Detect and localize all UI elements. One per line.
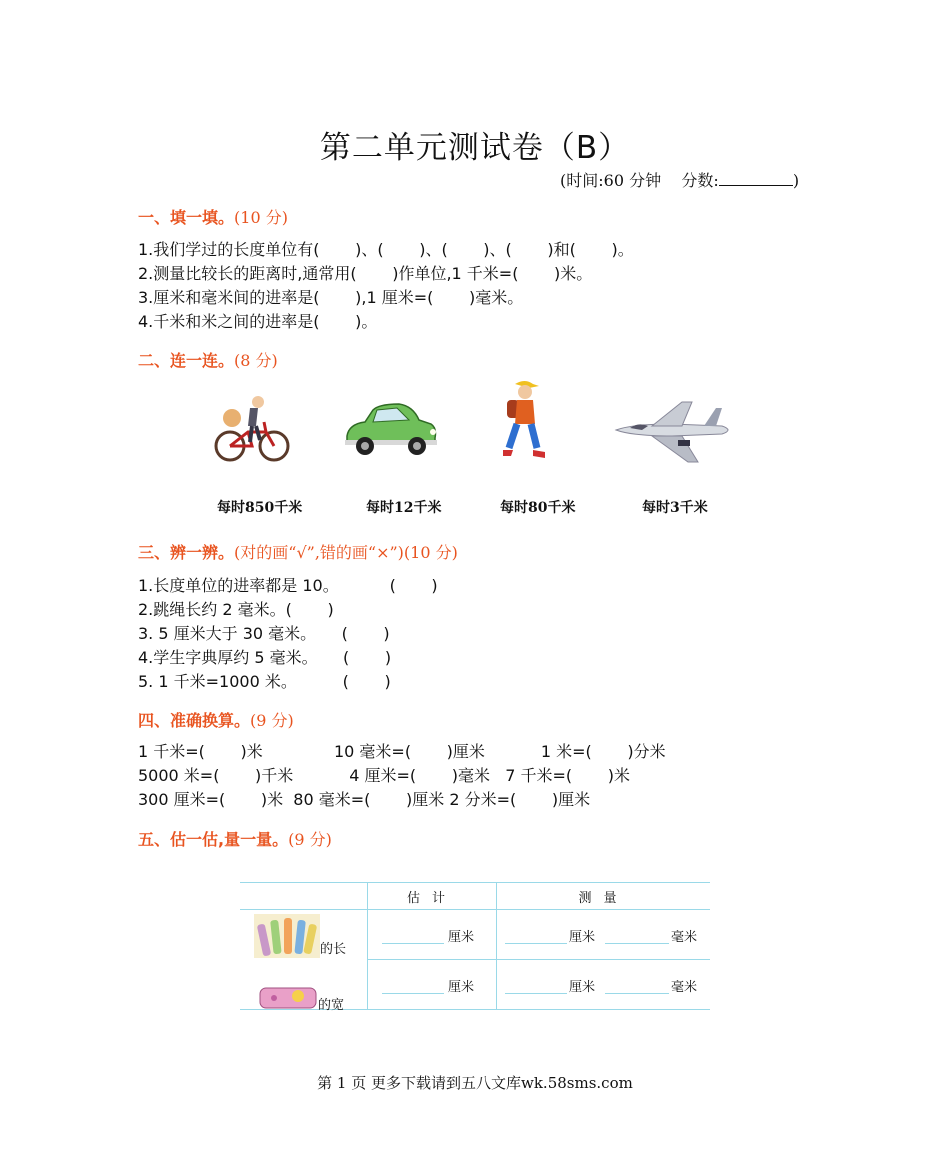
section-5-title: 五、估一估,量一量。 xyxy=(138,830,289,849)
estimate-width-cell xyxy=(368,960,497,1010)
header-measure: 测量 xyxy=(497,883,711,910)
match-caption-1: 每时850千米 xyxy=(217,500,303,516)
section-5-heading xyxy=(138,827,332,850)
section-5-score: (9 分) xyxy=(288,830,332,849)
score-blank[interactable] xyxy=(719,171,793,186)
time-score-text: (时间:60 分钟 分数: xyxy=(560,171,719,190)
section-4-score: (9 分) xyxy=(250,711,294,730)
time-score-line xyxy=(560,168,799,191)
judge-line-1: 1.长度单位的进率都是 10。 ( ) xyxy=(138,576,438,595)
pencil-case-image xyxy=(258,984,318,1010)
judge-line-2: 2.跳绳长约 2 毫米。( ) xyxy=(138,600,334,619)
measure-table xyxy=(240,882,710,1013)
row-length-label: 的长 xyxy=(320,942,347,957)
walker-image xyxy=(499,378,549,464)
judge-line-4: 4.学生字典厚约 5 毫米。 ( ) xyxy=(138,648,392,667)
convert-line-1: 1 千米=( )米 10 毫米=( )厘米 1 米=( )分米 xyxy=(138,742,666,761)
fill-line-2: 2.测量比较长的距离时,通常用( )作单位,1 千米=( )米。 xyxy=(138,264,593,283)
section-4-title: 四、准确换算。 xyxy=(138,711,251,730)
chalk-image xyxy=(254,914,320,958)
object-cell xyxy=(240,910,368,1013)
judge-line-5: 5. 1 千米=1000 米。 ( ) xyxy=(138,672,391,691)
estimate-width-blank[interactable] xyxy=(382,992,444,994)
estimate-length-unit: 厘米 xyxy=(448,930,475,945)
convert-line-3: 300 厘米=( )米 80 毫米=( )厘米 2 分米=( )厘米 xyxy=(138,790,591,809)
fill-line-4: 4.千米和米之间的进率是( )。 xyxy=(138,312,378,331)
measure-length-cm-unit: 厘米 xyxy=(569,930,596,945)
header-estimate: 估计 xyxy=(368,883,497,910)
measure-width-cm-blank[interactable] xyxy=(505,992,567,994)
measure-length-mm-blank[interactable] xyxy=(605,942,669,944)
measure-length-mm-unit: 毫米 xyxy=(671,930,698,945)
time-score-close: ) xyxy=(792,171,800,190)
section-1-score: (10 分) xyxy=(234,208,288,227)
judge-line-3: 3. 5 厘米大于 30 毫米。 ( ) xyxy=(138,624,390,643)
row-width-label: 的宽 xyxy=(318,998,345,1013)
section-2-title: 二、连一连。 xyxy=(138,351,235,370)
section-3-heading xyxy=(138,540,458,563)
section-2-heading xyxy=(138,348,278,371)
match-caption-3: 每时80千米 xyxy=(500,500,576,516)
cyclist-image xyxy=(214,392,290,464)
estimate-length-cell xyxy=(368,910,497,960)
match-caption-2: 每时12千米 xyxy=(366,500,442,516)
measure-width-cell xyxy=(497,960,711,1010)
estimate-length-blank[interactable] xyxy=(382,942,444,944)
convert-line-2: 5000 米=( )千米 4 厘米=( )毫米 7 千米=( )米 xyxy=(138,766,631,785)
section-4-heading xyxy=(138,708,294,731)
section-3-title: 三、辨一辨。 xyxy=(138,543,235,562)
measure-width-cm-unit: 厘米 xyxy=(569,980,596,995)
fill-line-3: 3.厘米和毫米间的进率是( ),1 厘米=( )毫米。 xyxy=(138,288,524,307)
estimate-width-unit: 厘米 xyxy=(448,980,475,995)
measure-width-mm-blank[interactable] xyxy=(605,992,669,994)
page-title: 第二单元测试卷（B） xyxy=(319,130,631,166)
jet-image xyxy=(612,396,736,470)
section-2-score: (8 分) xyxy=(234,351,278,370)
section-1-heading xyxy=(138,205,288,228)
page-footer: 第 1 页 更多下载请到五八文库wk.58sms.com xyxy=(317,1074,633,1092)
fill-line-1: 1.我们学过的长度单位有( )、( )、( )、( )和( )。 xyxy=(138,240,634,259)
section-1-title: 一、填一填。 xyxy=(138,208,235,227)
car-image xyxy=(343,400,439,460)
table-corner xyxy=(240,883,368,910)
match-caption-4: 每时3千米 xyxy=(642,500,708,516)
measure-width-mm-unit: 毫米 xyxy=(671,980,698,995)
measure-length-cell xyxy=(497,910,711,960)
section-3-score: (对的画“√”,错的画“×”)(10 分) xyxy=(234,543,458,562)
measure-length-cm-blank[interactable] xyxy=(505,942,567,944)
